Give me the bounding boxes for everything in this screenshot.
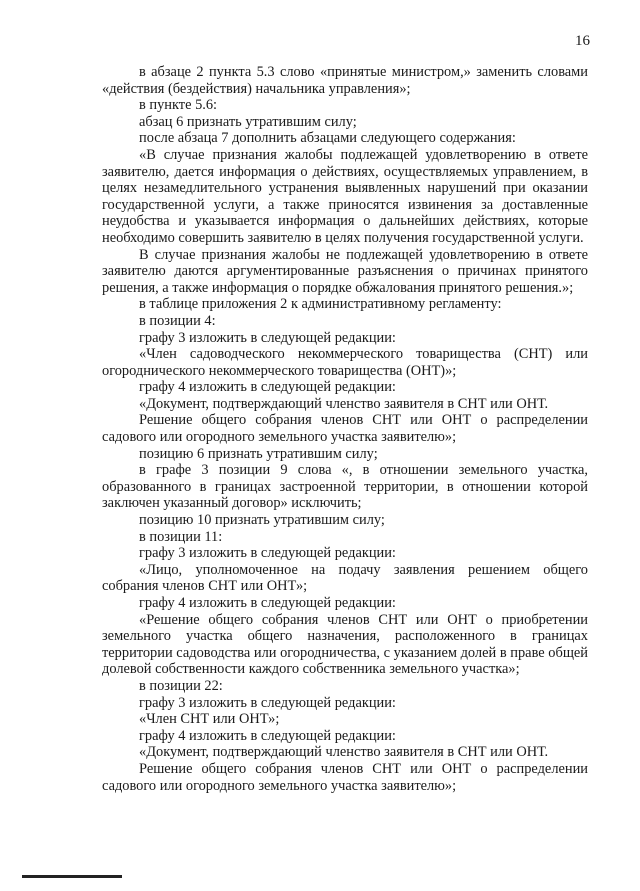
document-body <box>102 64 588 794</box>
paragraph: «Документ, подтверждающий членство заявителя в СНТ или ОНТ. <box>139 744 549 761</box>
paragraph: в графе 3 позиции 9 слова «, в отношении земельного участка, образованного в границах застроенной территории, в отношении которой заключен указанный договор» исключить; <box>102 462 588 512</box>
paragraph: В случае признания жалобы не подлежащей удовлетворению в ответе заявителю даются аргументированные разъяснения о причинах принятого решения, а также информация о порядке обжалования принятого решения.»; <box>102 246 588 296</box>
paragraph: «Лицо, уполномоченное на подачу заявления решением общего собрания членов СНТ или ОНТ»; <box>102 561 588 595</box>
paragraph: Решение общего собрания членов СНТ или ОНТ о распределении садового или огородного земельного участка заявителю»; <box>102 760 588 794</box>
paragraph: в позиции 4: <box>139 312 216 329</box>
paragraph: после абзаца 7 дополнить абзацами следующего содержания: <box>139 130 516 147</box>
paragraph: в абзаце 2 пункта 5.3 слово «принятые министром,» заменить словами «действия (бездействия) начальника управления»; <box>102 64 588 97</box>
paragraph: графу 4 изложить в следующей редакции: <box>139 379 396 396</box>
paragraph: позицию 10 признать утратившим силу; <box>139 512 385 529</box>
paragraph: графу 4 изложить в следующей редакции: <box>139 727 396 744</box>
paragraph: «В случае признания жалобы подлежащей удовлетворению в ответе заявителю, дается информация о действиях, осуществляемых управлением, в целях незамедлительного устранения выявленных нарушений при оказании государственной услуги, а также приносятся извинения за доставленные неудобства и указывается информация о дальнейших действиях, которые необходимо совершить заявителю в целях получения государственной услуги. <box>102 146 588 246</box>
paragraph: «Член СНТ или ОНТ»; <box>139 711 280 728</box>
paragraph: графу 4 изложить в следующей редакции: <box>139 595 396 611</box>
paragraph: «Решение общего собрания членов СНТ или ОНТ о приобретении земельного участка общего назначения, расположенного в границах территории садоводства или огородничества, с указанием долей в праве общей долевой собственности каждого собственника земельного участка»; <box>102 611 588 678</box>
paragraph: в позиции 11: <box>139 528 223 545</box>
paragraph: графу 3 изложить в следующей редакции: <box>139 545 396 562</box>
paragraph: графу 3 изложить в следующей редакции: <box>139 329 396 346</box>
paragraph: позицию 6 признать утратившим силу; <box>139 445 378 462</box>
paragraph: в таблице приложения 2 к административному регламенту: <box>139 296 502 313</box>
paragraph: «Документ, подтверждающий членство заявителя в СНТ или ОНТ. <box>139 395 549 412</box>
paragraph: абзац 6 признать утратившим силу; <box>139 113 357 130</box>
page-number: 16 <box>575 33 590 49</box>
bottom-edge-line <box>22 875 122 878</box>
paragraph: «Член садоводческого некоммерческого товарищества (СНТ) или огороднического некоммерческого товарищества (ОНТ)»; <box>102 346 588 379</box>
paragraph: в позиции 22: <box>139 677 223 694</box>
paragraph: графу 3 изложить в следующей редакции: <box>139 694 396 711</box>
paragraph: в пункте 5.6: <box>139 97 218 114</box>
paragraph: Решение общего собрания членов СНТ или ОНТ о распределении садового или огородного земельного участка заявителю»; <box>102 412 588 446</box>
